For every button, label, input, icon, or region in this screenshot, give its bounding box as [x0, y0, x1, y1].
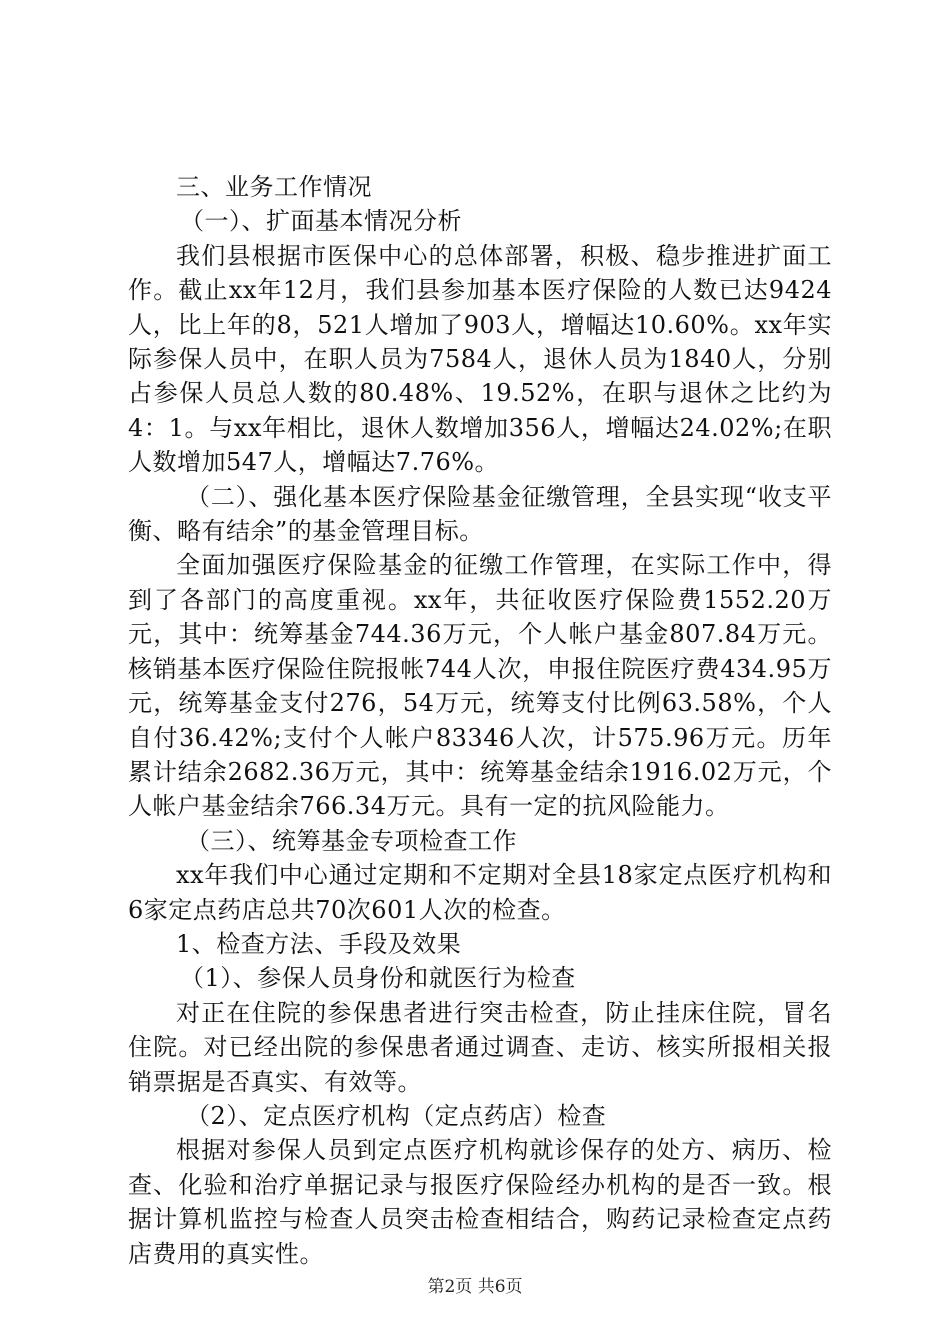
section-heading-business: 三、业务工作情况 — [176, 173, 372, 201]
paragraph-institution-check: 根据对参保人员到定点医疗机构就诊保存的处方、病历、检查、化验和治疗单据记录与报医疗保险经办机构的是否一致。根据计算机监控与检查人员突击检查相结合，购药记录检查定点药店费用的真实性。 — [128, 1136, 832, 1268]
subsection-heading-fund-collection: （二）、强化基本医疗保险基金征缴管理，全县实现“收支平衡、略有结余”的基金管理目标。 — [128, 482, 832, 546]
document-body — [128, 170, 832, 1271]
subsection-heading-special-inspection: （三）、统筹基金专项检查工作 — [186, 826, 517, 855]
paragraph-identity-check: 对正在住院的参保患者进行突击检查，防止挂床住院，冒名住院。对已经出院的参保患者通过调查、走访、核实所报相关报销票据是否真实、有效等。 — [128, 998, 832, 1096]
heading-inspection-methods: 1、检查方法、手段及效果 — [176, 929, 462, 958]
page-number-footer: 第2页 共6页 — [427, 1277, 523, 1297]
paragraph-coverage-analysis: 我们县根据市医保中心的总体部署，积极、稳步推进扩面工作。截止xx年12月，我们县参加基本医疗保险的人数已达9424人，比上年的8，521人增加了903人，增幅达10.60%。xx年实际参保人员中，在职人员为7584人，退休人员为1840人，分别占参保人员总人数的80.48%、19.52%，在职与退休之比约为4：1。与xx年相比，退休人数增加356人，增幅达24.02%;在职人数增加547人，增幅达7.76%。 — [128, 241, 832, 477]
heading-identity-check: （1）、参保人员身份和就医行为检查 — [180, 964, 576, 993]
heading-institution-check: （2）、定点医疗机构（定点药店）检查 — [186, 1101, 607, 1130]
subsection-heading-coverage: （一）、扩面基本情况分析 — [180, 207, 462, 236]
paragraph-inspection-summary: xx年我们中心通过定期和不定期对全县18家定点医疗机构和6家定点药店总共70次601人次的检查。 — [128, 861, 832, 924]
paragraph-fund-collection: 全面加强医疗保险基金的征缴工作管理，在实际工作中，得到了各部门的高度重视。xx年，共征收医疗保险费1552.20万元，其中：统筹基金744.36万元，个人帐户基金807.84万元。核销基本医疗保险住院报帐744人次，申报住院医疗费434.95万元，统筹基金支付276，54万元，统筹支付比例63.58%，个人自付36.42%;支付个人帐户83346人次，计575.96万元。历年累计结余2682.36万元，其中：统筹基金结余1916.02万元，个人帐户基金结余766.34万元。具有一定的抗风险能力。 — [128, 551, 832, 821]
